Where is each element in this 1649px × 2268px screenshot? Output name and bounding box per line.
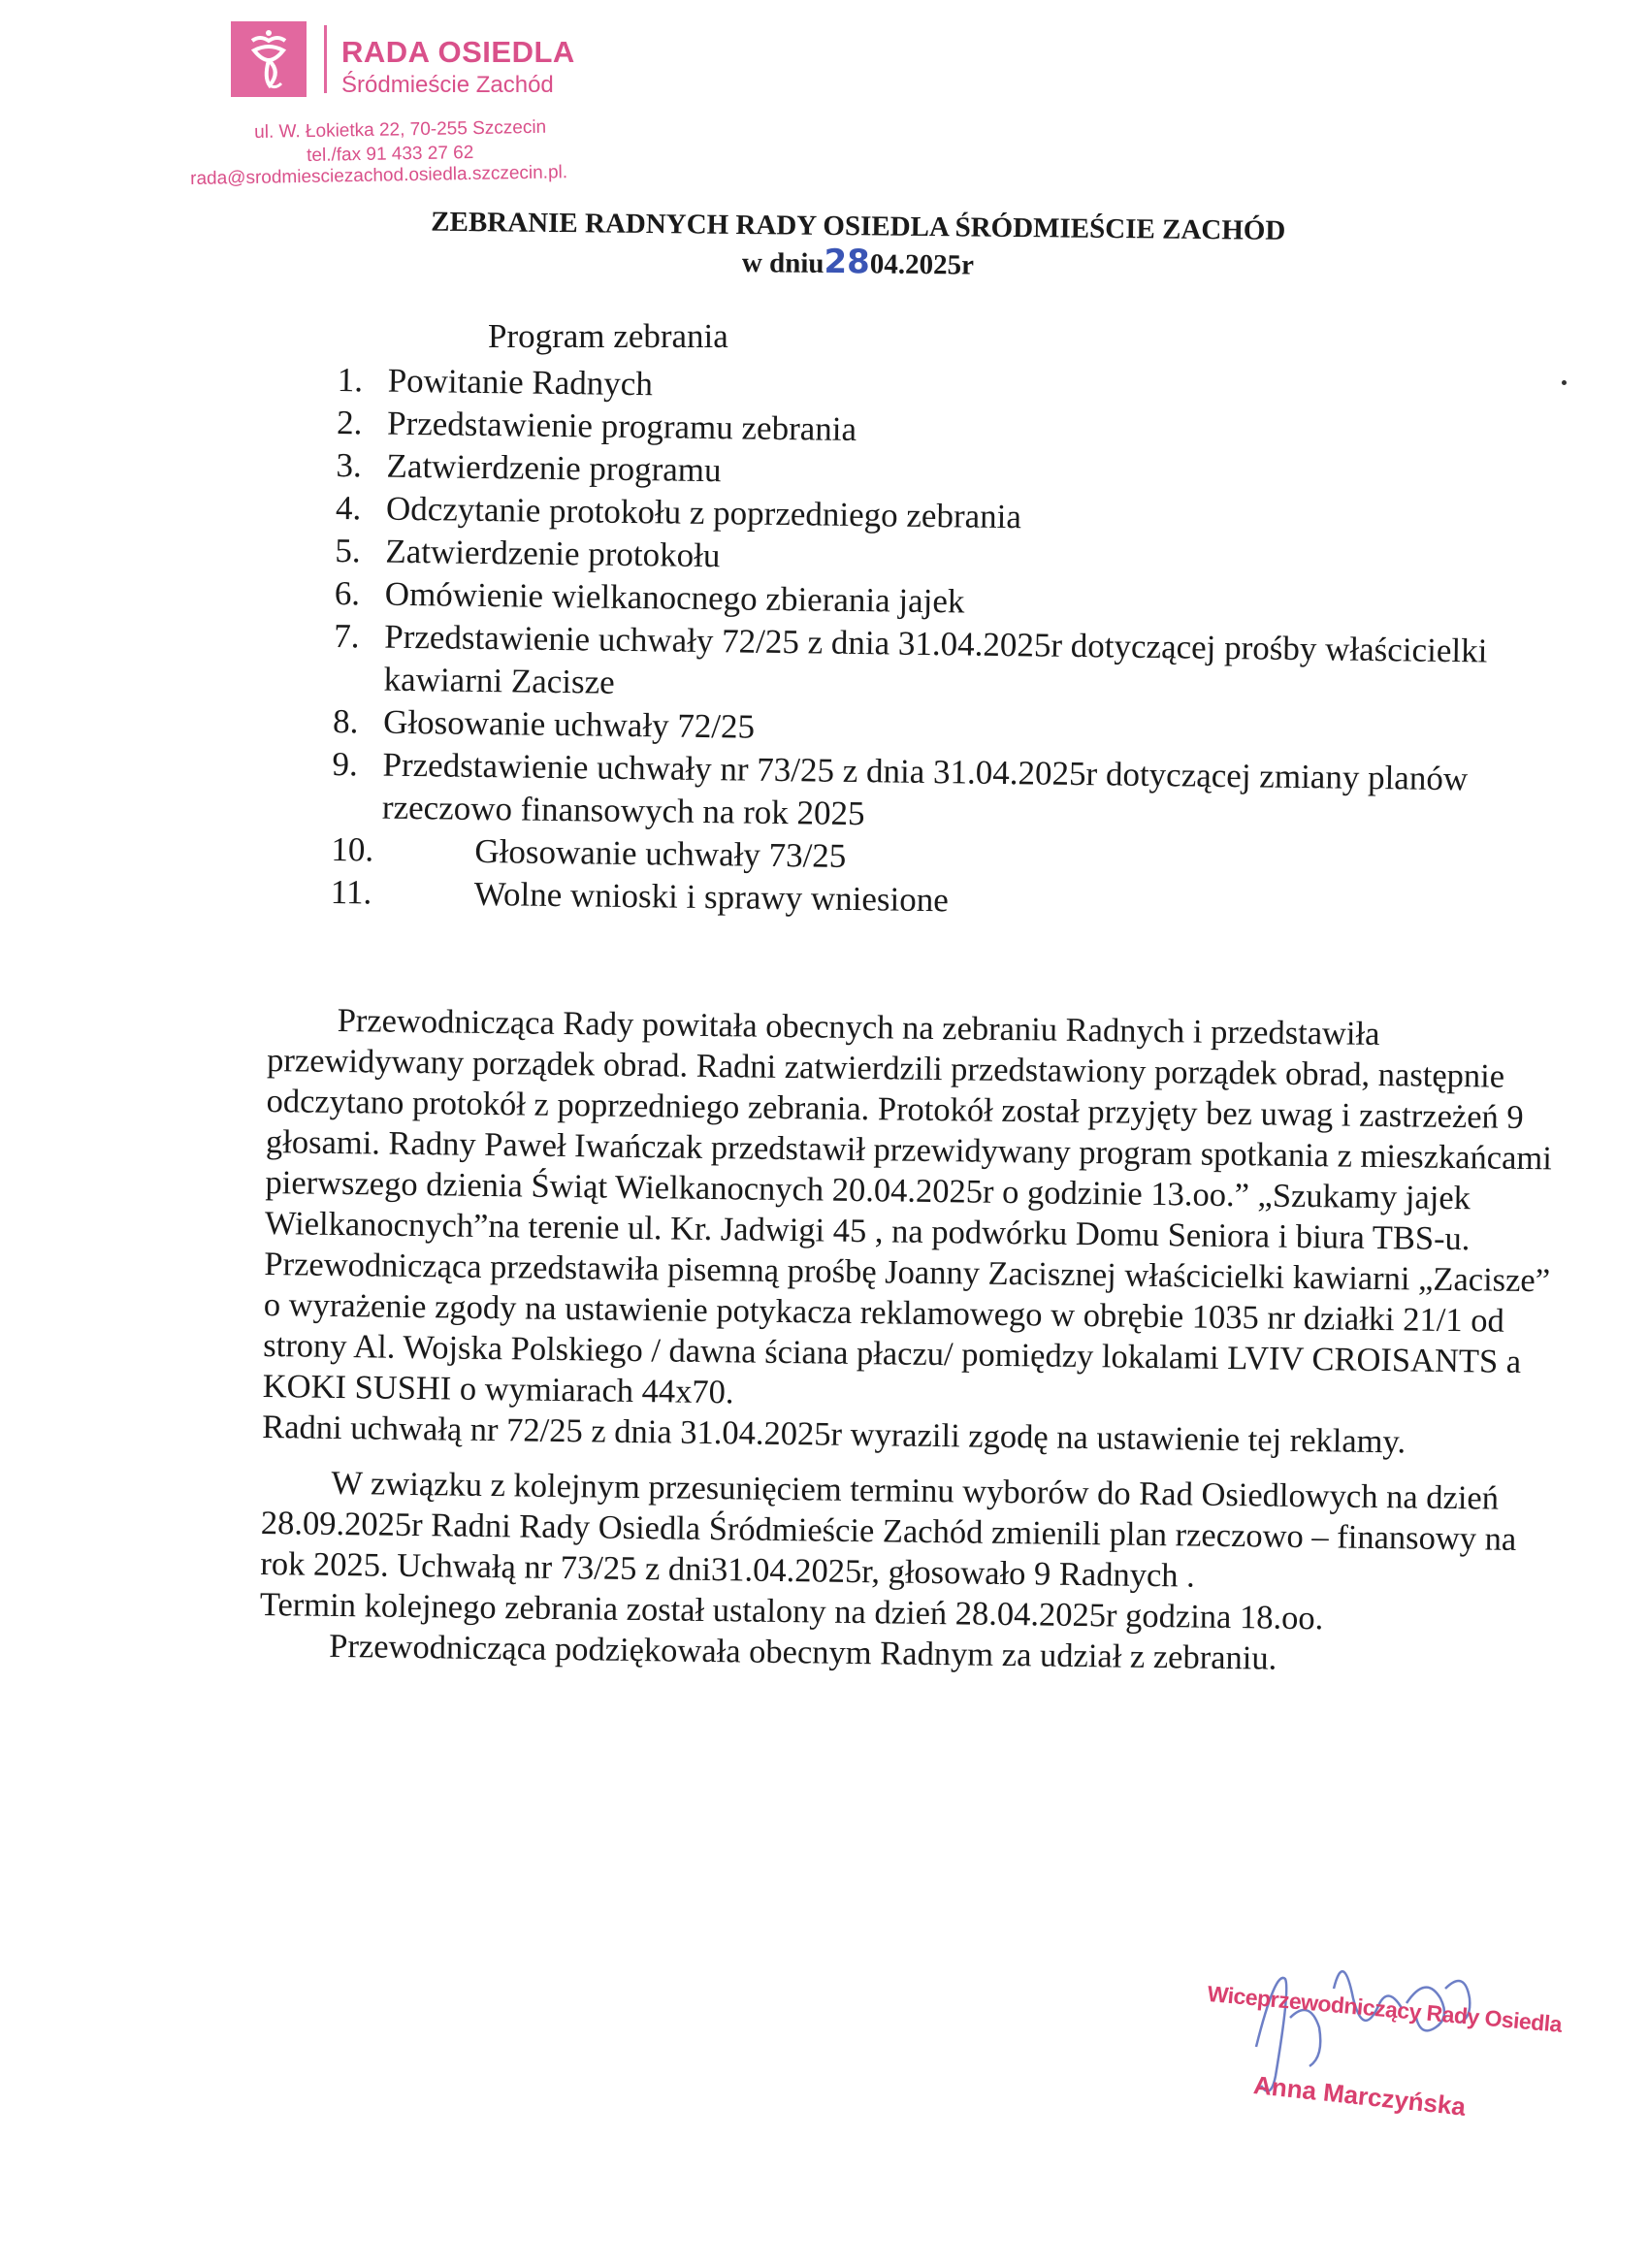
agenda-text: Powitanie Radnych	[387, 361, 654, 404]
handwritten-day: 28	[824, 242, 871, 282]
program-title: Program zebrania	[488, 317, 728, 355]
minutes-paragraph: Przewodnicząca podziękowała obecnym Radnym za udział z zebraniu.	[329, 1627, 1277, 1677]
agenda-number: 3.	[336, 445, 363, 485]
agenda-text: Odczytanie protokołu z poprzedniego zebrania	[385, 489, 1022, 536]
minutes-paragraph: Termin kolejnego zebrania został ustalony na dzień 28.04.2025r godzina 18.oo.	[259, 1585, 1324, 1637]
stamp-role: Wiceprzewodniczący Rady Osiedla	[1206, 1981, 1564, 2037]
agenda-text: Wolne wnioski i sprawy wniesione	[473, 874, 950, 920]
council-emblem-icon	[231, 21, 307, 97]
agenda-list	[331, 359, 1560, 929]
agenda-item	[332, 743, 1555, 844]
agenda-number: 6.	[334, 573, 361, 613]
date-prefix: w dniu	[741, 247, 824, 279]
address-line: ul. W. Łokietka 22, 70-255 Szczecin	[254, 116, 547, 143]
agenda-text: Omówienie wielkanocnego zbierania jajek	[384, 574, 965, 621]
council-name: RADA OSIEDLA	[341, 35, 575, 69]
logo-divider	[324, 25, 327, 93]
document-title: ZEBRANIE RADNYCH RADY OSIEDLA ŚRÓDMIEŚCIE ZACHÓD	[431, 206, 1286, 246]
agenda-number: 8.	[332, 701, 359, 741]
agenda-text: Zatwierdzenie protokołu	[385, 532, 721, 575]
council-district: Śródmieście Zachód	[341, 72, 554, 98]
minutes-body	[259, 999, 1568, 1682]
agenda-text: Przedstawienie uchwały 72/25 z dnia 31.04.2025r dotyczącej prośby właścicielki kawiarni Zacisze	[383, 617, 1488, 701]
phone-line: tel./fax 91 433 27 62	[307, 142, 474, 166]
agenda-number: 10.	[331, 829, 374, 869]
agenda-number: 4.	[335, 488, 362, 528]
official-stamp	[1193, 1981, 1600, 2155]
minutes-paragraph: Radni uchwałą nr 72/25 z dnia 31.04.2025r wyrazili zgodę na ustawienie tej reklamy.	[261, 1408, 1406, 1461]
agenda-number: 7.	[334, 616, 360, 656]
agenda-text: Przedstawienie uchwały nr 73/25 z dnia 31.04.2025r dotyczącej zmiany planów rzeczowo finansowych na rok 2025	[381, 745, 1469, 833]
minutes-paragraph: Przewodnicząca Rady powitała obecnych na zebraniu Radnych i przedstawiła przewidywany porządek obrad. Radni zatwierdzili przedstawiony porządek obrad, następnie odczytano protokół z poprzedniego zebrania. Protokół został przyjęty bez uwag i zastrzeżeń 9 głosami. Radny Paweł Iwańczak przedstawił przewidywany program spotkania z mieszkańcami pierwszego dzienia Świąt Wielkanocnych 20.04.2025r o godzinie 13.oo.” „Szukamy jajek Wielkanocnych”na terenie ul. Kr. Jadwigi 45 , na podwórku Domu Seniora i biura TBS-u. Przewodnicząca przedstawiła pisemną prośbę Joanny Zacisznej właścicielki kawiarni „Zacisze” o wyrażenie zgody na ustawienie potykacza reklamowego w obrębie 1035 nr działki 21/1 od strony Al. Wojska Polskiego / dawna ściana płaczu/ pomiędzy lokalami LVIV CROISANTS a KOKI SUSHI o wymiarach 44x70.	[262, 1001, 1553, 1411]
agenda-number: 5.	[335, 531, 361, 570]
agenda-item	[333, 615, 1556, 716]
agenda-number: 1.	[337, 360, 364, 400]
document-heading	[368, 206, 1348, 287]
agenda-text: Zatwierdzenie programu	[386, 446, 722, 490]
scan-speck	[1562, 380, 1567, 385]
agenda-text: Przedstawienie programu zebrania	[386, 404, 857, 449]
agenda-text: Głosowanie uchwały 73/25	[474, 831, 847, 875]
agenda-number: 2.	[336, 403, 363, 442]
stamp-name: Anna Marczyńska	[1251, 2070, 1468, 2122]
email-line: rada@srodmiesciezachod.osiedla.szczecin.pl.	[190, 162, 568, 189]
minutes-paragraph: W związku z kolejnym przesunięciem terminu wyborów do Rad Osiedlowych na dzień 28.09.2025r Radni Rady Osiedla Śródmieście Zachód zmienili plan rzeczowo – finansowy na rok 2025. Uchwałą nr 73/25 z dni31.04.2025r, głosowało 9 Radnych .	[260, 1464, 1517, 1595]
agenda-number: 9.	[332, 744, 359, 784]
agenda-text: Głosowanie uchwały 72/25	[382, 702, 756, 746]
date-suffix: 04.2025r	[869, 248, 975, 281]
agenda-number: 11.	[330, 872, 372, 912]
